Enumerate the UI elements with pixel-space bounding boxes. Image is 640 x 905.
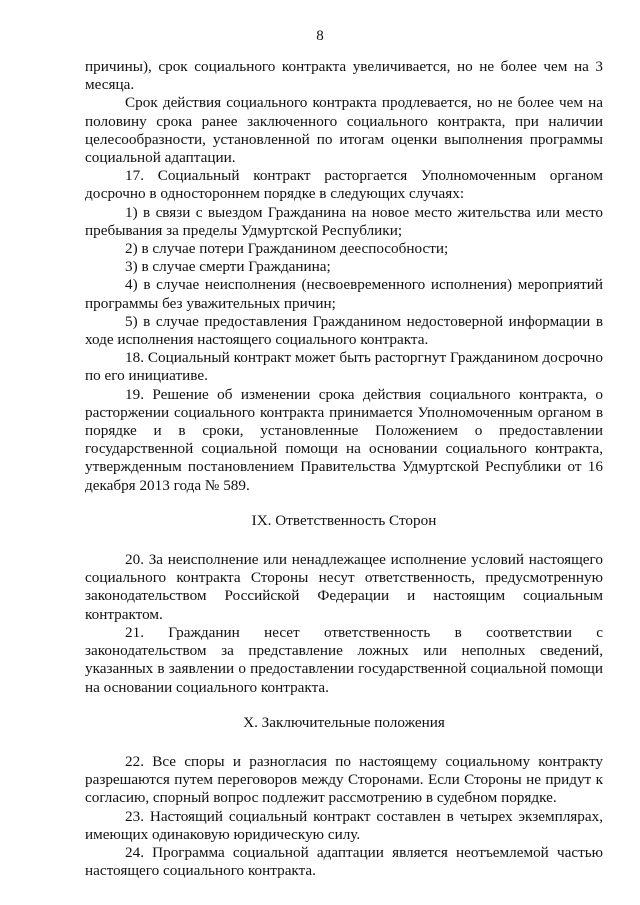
paragraph: 2) в случае потери Гражданином дееспособности; bbox=[125, 240, 449, 258]
page-number: 8 bbox=[316, 28, 324, 44]
paragraph: причины), срок социального контракта увеличивается, но не более чем на 3 месяца. bbox=[85, 58, 603, 94]
paragraph: 23. Настоящий социальный контракт составлен в четырех экземплярах, имеющих одинаковую юридическую силу. bbox=[85, 807, 603, 843]
paragraph: 4) в случае неисполнения (несвоевременного исполнения) мероприятий программы без уважительных причин; bbox=[85, 276, 603, 312]
section-spacer bbox=[85, 530, 603, 551]
section-spacer bbox=[85, 697, 603, 714]
section-heading: X. Заключительные положения bbox=[243, 713, 445, 731]
paragraph: 1) в связи с выездом Гражданина на новое место жительства или место пребывания за пределы Удмуртской Республики; bbox=[85, 203, 603, 239]
section-spacer bbox=[85, 732, 603, 753]
paragraph: 3) в случае смерти Гражданина; bbox=[125, 258, 331, 276]
paragraph: 22. Все споры и разногласия по настоящему социальному контракту разрешаются путем переговоров между Сторонами. Если Стороны не придут к согласию, спорный вопрос подлежит рассмотрению в судебном порядке. bbox=[85, 752, 603, 807]
paragraph: 21. Гражданин несет ответственность в соответствии с законодательством за представление ложных или неполных сведений, указанных в заявлении о предоставлении государственной социальной помощи на основании социального контракта. bbox=[85, 623, 603, 696]
document-body bbox=[85, 58, 603, 880]
paragraph: 17. Социальный контракт расторгается Уполномоченным органом досрочно в одностороннем порядке в следующих случаях: bbox=[85, 167, 603, 203]
section-heading: IX. Ответственность Сторон bbox=[251, 511, 437, 529]
paragraph: 5) в случае предоставления Гражданином недостоверной информации в ходе исполнения настоящего социального контракта. bbox=[85, 312, 603, 349]
paragraph: 24. Программа социальной адаптации является неотъемлемой частью настоящего социального контракта. bbox=[85, 843, 603, 880]
paragraph: 19. Решение об изменении срока действия социального контракта, о расторжении социального контракта принимается Уполномоченным органом в порядке и в сроки, установленные Положением о предоставлении государственной социальной помощи на основании социального контракта, утвержденным постановлением Правительства Удмуртской Республики от 16 декабря 2013 года № 589. bbox=[85, 385, 603, 494]
paragraph: Срок действия социального контракта продлевается, но не более чем на половину срока ранее заключенного социального контракта, при наличии целесообразности, установленной по итогам оценки выполнения программы социальной адаптации. bbox=[85, 94, 603, 167]
paragraph: 20. За неисполнение или ненадлежащее исполнение условий настоящего социального контракта Стороны несут ответственность, предусмотренную законодательством Российской Федерации и настоящим социальным контрактом. bbox=[85, 551, 603, 623]
paragraph: 18. Социальный контракт может быть расторгнут Гражданином досрочно по его инициативе. bbox=[85, 349, 603, 385]
section-spacer bbox=[85, 495, 603, 512]
